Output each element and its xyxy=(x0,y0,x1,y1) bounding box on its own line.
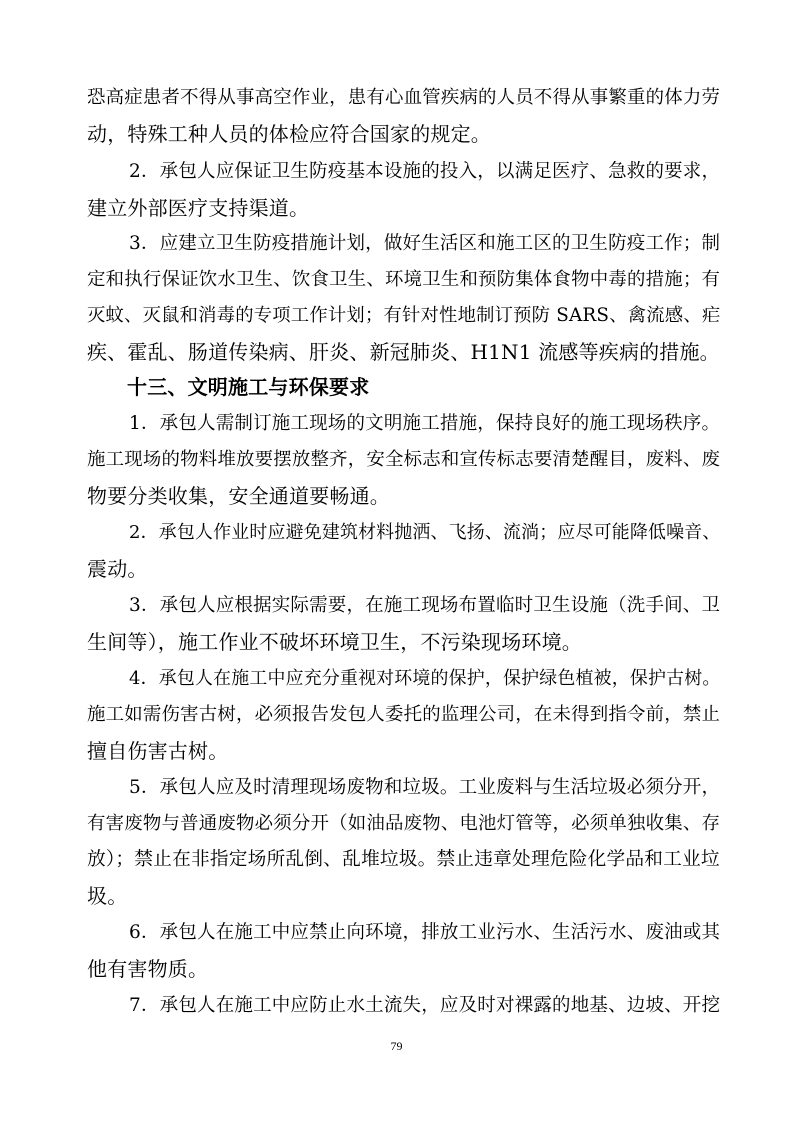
paragraph-line: 恐高症患者不得从事高空作业，患有心血管疾病的人员不得从事繁重的体力劳 xyxy=(87,87,721,108)
paragraph-line: 6．承包人在施工中应禁止向环境，排放工业污水、生活污水、废油或其 xyxy=(129,922,721,943)
paragraph-line: 圾。 xyxy=(87,884,128,908)
paragraph-line: 灭蚊、灭鼠和消毒的专项工作计划；有针对性地制订预防 SARS、禽流感、疟 xyxy=(87,305,721,326)
paragraph-line: 动，特殊工种人员的体检应符合国家的规定。 xyxy=(87,122,491,146)
paragraph-line: 建立外部医疗支持渠道。 xyxy=(87,196,310,220)
paragraph-line: 5．承包人应及时清理现场废物和垃圾。工业废料与生活垃圾必须分开， xyxy=(129,777,721,798)
paragraph-line: 3．应建立卫生防疫措施计划，做好生活区和施工区的卫生防疫工作；制 xyxy=(129,233,721,254)
paragraph-line: 1．承包人需制订施工现场的文明施工措施，保持良好的施工现场秩序。 xyxy=(129,413,721,434)
paragraph-line: 震动。 xyxy=(87,557,148,581)
paragraph-line: 施工现场的物料堆放要摆放整齐，安全标志和宣传标志要清楚醒目，废料、废 xyxy=(87,449,721,470)
paragraph-line: 2．承包人应保证卫生防疫基本设施的投入，以满足医疗、急救的要求， xyxy=(129,161,721,182)
paragraph-line: 疾、霍乱、肠道传染病、肝炎、新冠肺炎、H1N1 流感等疾病的措施。 xyxy=(87,340,720,364)
paragraph-line: 4．承包人在施工中应充分重视对环境的保护，保护绿色植被，保护古树。 xyxy=(129,668,721,689)
paragraph-line: 有害废物与普通废物必须分开（如油品废物、电池灯管等，必须单独收集、存 xyxy=(87,813,721,834)
page-number: 79 xyxy=(390,1039,403,1053)
paragraph-line: 物要分类收集，安全通道要畅通。 xyxy=(87,484,390,508)
paragraph-line: 3．承包人应根据实际需要，在施工现场布置临时卫生设施（洗手间、卫 xyxy=(129,595,721,616)
paragraph-line: 7．承包人在施工中应防止水土流失，应及时对裸露的地基、边坡、开挖 xyxy=(129,995,721,1016)
paragraph-line: 生间等），施工作业不破坏环境卫生，不污染现场环境。 xyxy=(87,630,582,654)
paragraph-line: 擅自伤害古树。 xyxy=(87,739,229,763)
paragraph-line: 放）；禁止在非指定场所乱倒、乱堆垃圾。禁止违章处理危险化学品和工业垃 xyxy=(87,849,720,870)
paragraph-line: 2．承包人作业时应避免建筑材料抛洒、飞扬、流淌；应尽可能降低噪音、 xyxy=(129,522,721,543)
paragraph-line: 他有害物质。 xyxy=(87,957,209,981)
paragraph-line: 定和执行保证饮水卫生、饮食卫生、环境卫生和预防集体食物中毒的措施；有 xyxy=(87,269,721,290)
paragraph-line: 施工如需伤害古树，必须报告发包人委托的监理公司，在未得到指令前，禁止 xyxy=(87,704,721,725)
section-heading: 十三、文明施工与环保要求 xyxy=(127,375,370,399)
